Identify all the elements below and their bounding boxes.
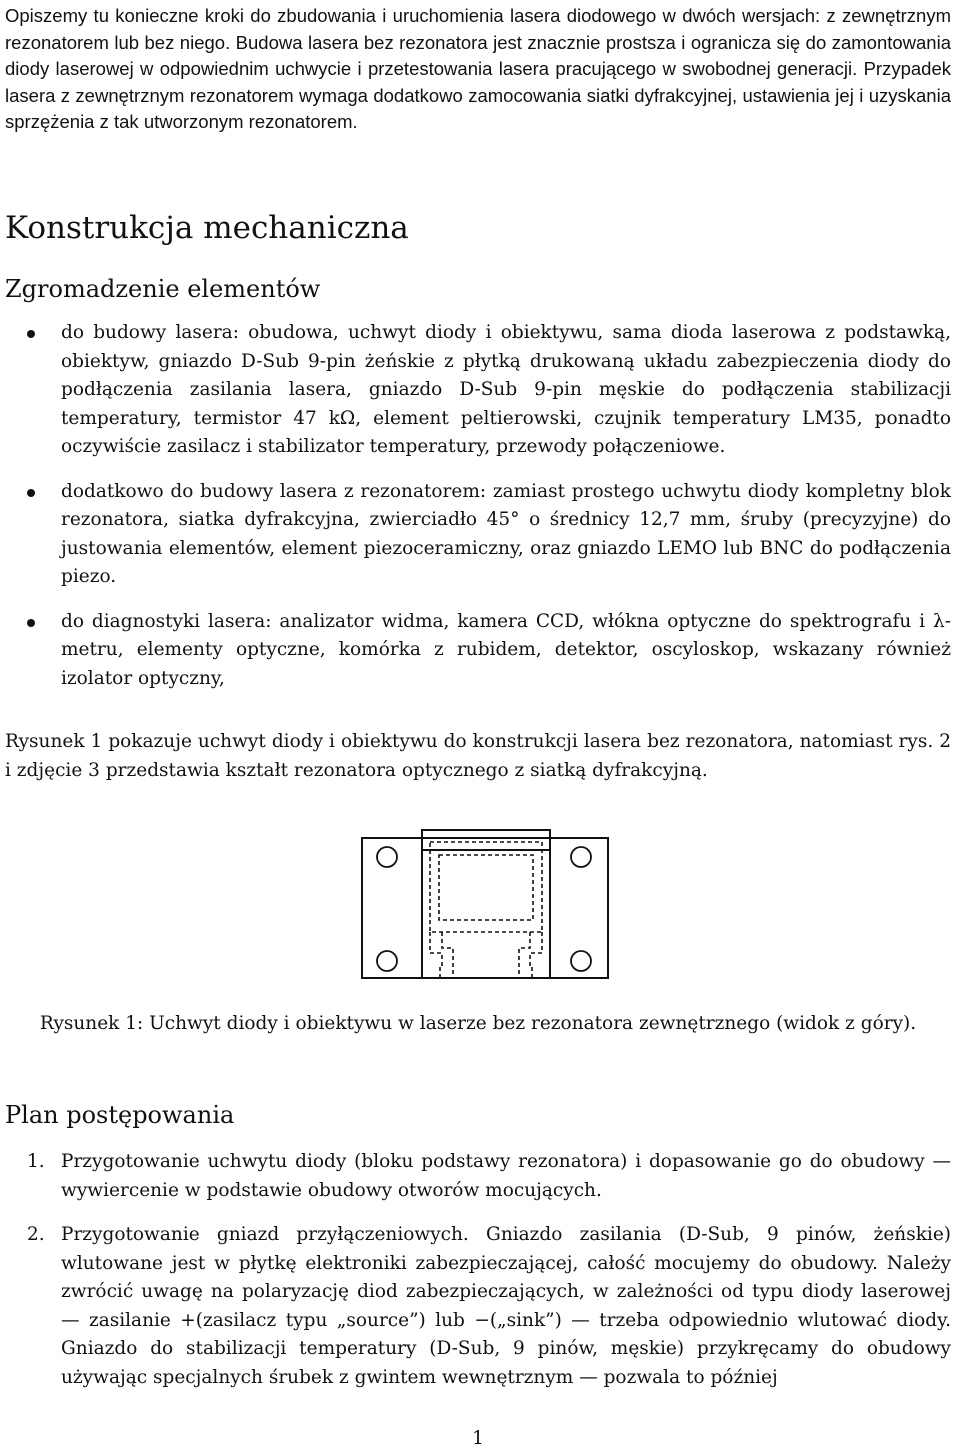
mounting-hole-top-right <box>571 847 591 867</box>
list-item <box>5 478 951 592</box>
intro-paragraph: Opiszemy tu konieczne kroki do zbudowania i uruchomienia lasera diodowego w dwóch wersjach: z zewnętrznym rezonatorem lub bez niego. Budowa lasera bez rezonatora jest znacznie prostsza i ogranicza się do zamontowania diody laserowej w odpowiednim uchwycie i przetestowania lasera pracującego w swobodnej generacji. Przypadek lasera z zewnętrznym rezonatorem wymaga dodatkowo zamocowania siatki dyfrakcyjnej, ustawienia jej i uzyskania sprzężenia z tak utworzonym rezonatorem. <box>5 5 951 132</box>
section-title: Konstrukcja mechaniczna <box>5 210 409 246</box>
mounting-hole-top-left <box>377 847 397 867</box>
bullet-icon <box>27 330 35 338</box>
list-item-text: dodatkowo do budowy lasera z rezonatorem: zamiast prostego uchwytu diody kompletny blok rezonatora, siatka dyfrakcyjna, zwierciadło 45° o średnicy 12,7 mm, śruby (precyzyjne) do justowania elementów, element piezoceramiczny, oraz gniazdo LEMO lub BNC do podłączenia piezo. <box>61 480 951 587</box>
figure-reference-paragraph: Rysunek 1 pokazuje uchwyt diody i obiektywu do konstrukcji lasera bez rezonatora, natomiast rys. 2 i zdjęcie 3 przedstawia kształt rezonatora optycznego z siatką dyfrakcyjną. <box>5 731 951 781</box>
diode-socket-outline <box>430 932 542 978</box>
figure-caption: Rysunek 1: Uchwyt diody i obiektywu w laserze bez rezonatora zewnętrznego (widok z góry). <box>39 1013 917 1034</box>
lens-outline-inner <box>439 855 533 920</box>
step-number: 2. <box>27 1224 45 1245</box>
diode-holder-diagram <box>360 828 610 988</box>
diode-pins-outline <box>442 932 530 978</box>
mounting-hole-bottom-left <box>377 951 397 971</box>
page-number: 1 <box>472 1428 484 1449</box>
step-number: 1. <box>27 1151 45 1172</box>
list-item-text: do budowy lasera: obudowa, uchwyt diody i obiektywu, sama dioda laserowa z podstawką, obiektyw, gniazdo D-Sub 9-pin żeńskie z płytką drukowaną układu zabezpieczenia diody do podłączenia zasilania lasera, gniazdo D-Sub 9-pin męskie do podłączenia stabilizacji temperatury, termistor 47 kΩ, element peltierowski, czujnik temperatury LM35, ponadto oczywiście zasilacz i stabilizator temperatury, przewody połączeniowe. <box>61 322 951 457</box>
component-list <box>5 319 951 693</box>
list-item <box>5 608 951 694</box>
step-text: Przygotowanie gniazd przyłączeniowych. Gniazdo zasilania (D-Sub, 9 pinów, żeńskie) wlutowane jest w płytkę elektroniki zabezpieczającej, całość mocujemy do obudowy. Należy zwrócić uwagę na polaryzację diod zabezpieczających, w zależności od typu diody laserowej — zasilanie +(zasilacz typu „source”) lub −(„sink”) — trzeba odpowiednio wlutować diody. Gniazdo do stabilizacji temperatury (D-Sub, 9 pinów, męskie) przykręcamy do obudowy używając specjalnych śrubek z gwintem wewnętrznym — pozwala to później <box>61 1224 951 1388</box>
bullet-icon <box>27 489 35 497</box>
procedure-step <box>5 1221 951 1392</box>
bullet-icon <box>27 619 35 627</box>
mounting-hole-bottom-right <box>571 951 591 971</box>
plan-title: Plan postępowania <box>5 1101 235 1129</box>
holder-top-cap <box>422 830 550 850</box>
step-text: Przygotowanie uchwytu diody (bloku podstawy rezonatora) i dopasowanie go do obudowy — wywiercenie w podstawie obudowy otworów mocujących. <box>61 1151 951 1201</box>
procedure-list <box>5 1148 951 1392</box>
list-item-text: do diagnostyki lasera: analizator widma, kamera CCD, włókna optyczne do spektrografu i λ-metru, elementy optyczne, komórka z rubidem, detektor, oscyloskop, wskazany również izolator optyczny, <box>61 610 951 689</box>
list-item <box>5 319 951 462</box>
subsection-title: Zgromadzenie elementów <box>5 275 321 303</box>
procedure-step <box>5 1148 951 1205</box>
